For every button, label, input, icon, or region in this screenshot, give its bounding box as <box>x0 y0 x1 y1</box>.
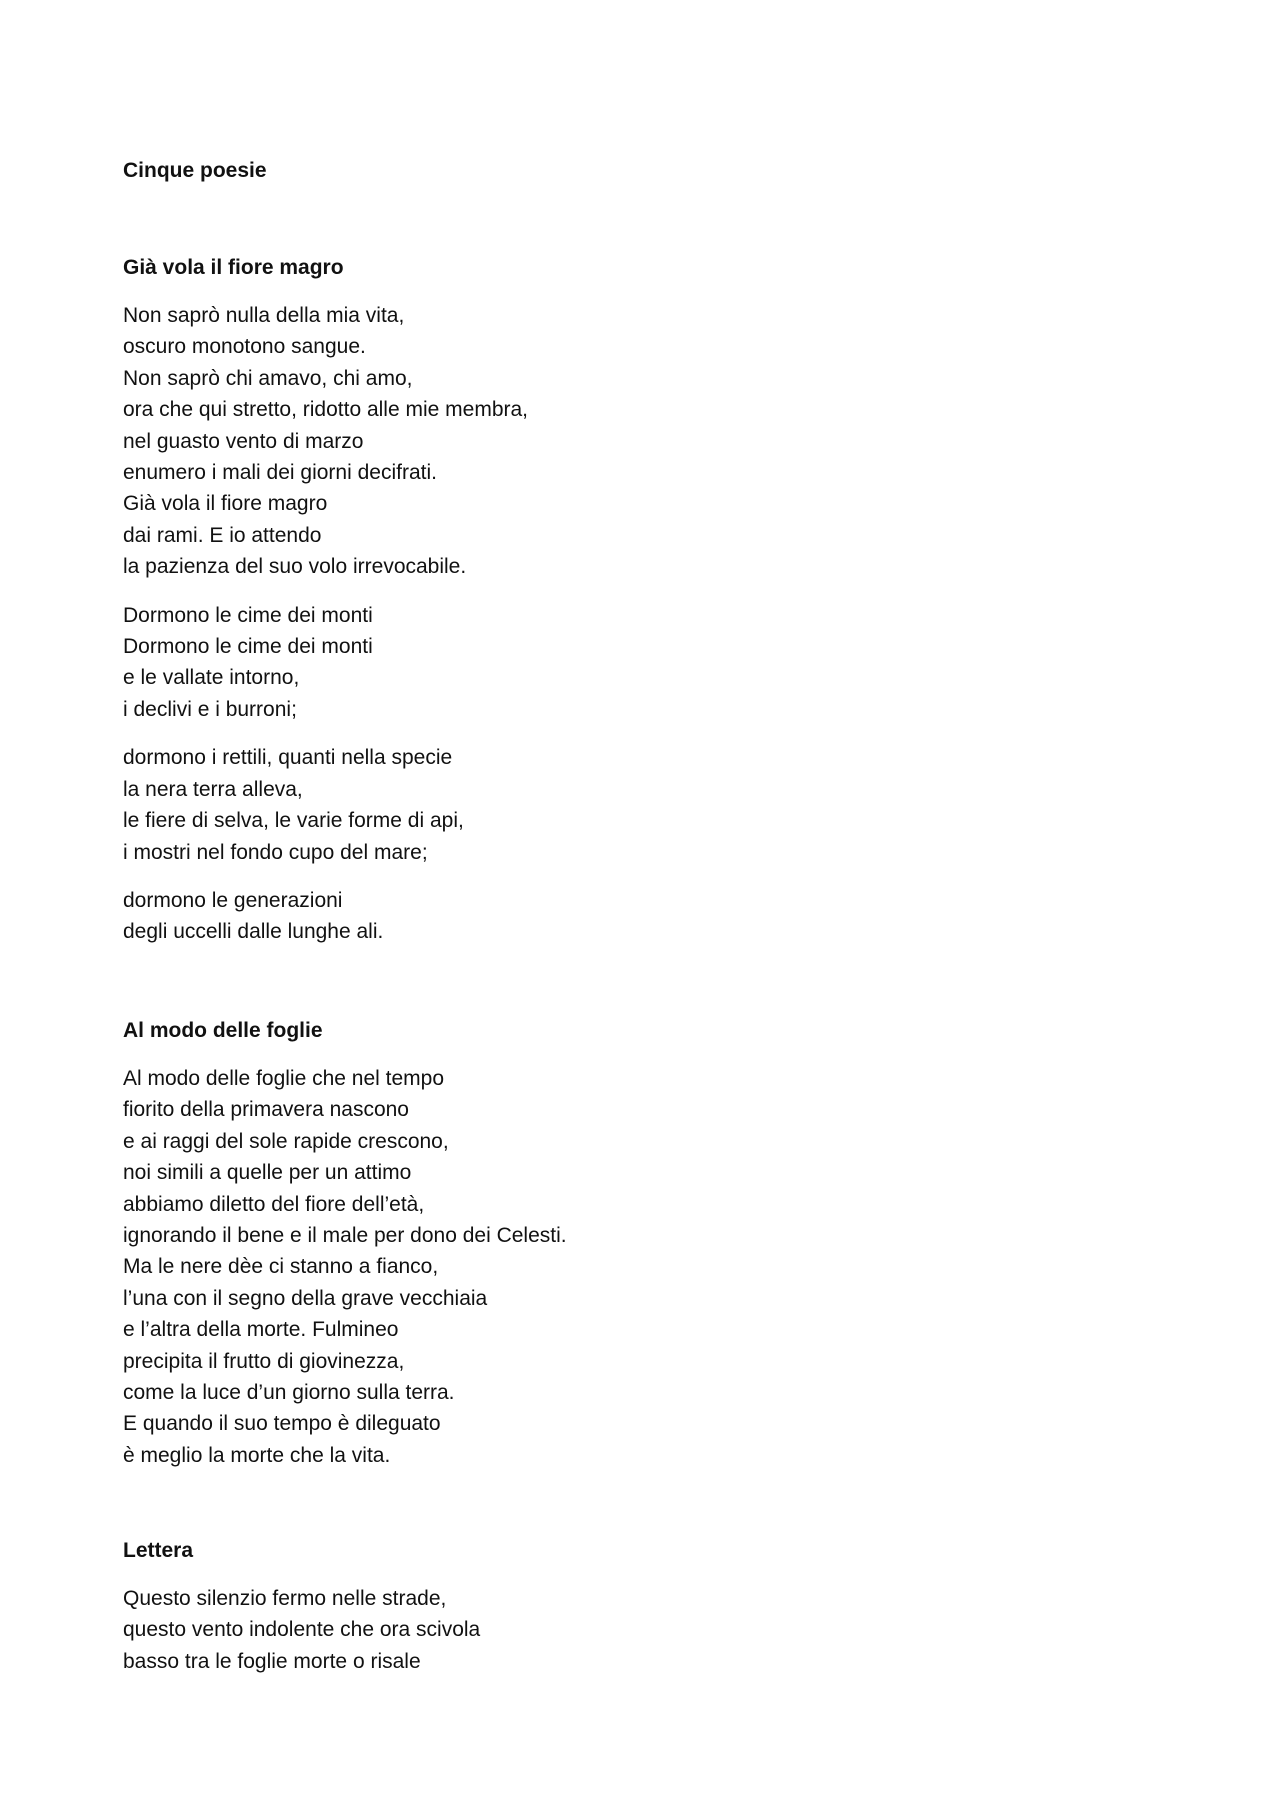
poem-line: Dormono le cime dei monti <box>123 603 373 627</box>
poem-line: Non saprò nulla della mia vita, <box>123 304 405 327</box>
poem-line: basso tra le foglie morte o risale <box>123 1649 421 1673</box>
poem-line: Non saprò chi amavo, chi amo, <box>123 366 413 390</box>
poem-line: l’una con il segno della grave vecchiaia <box>123 1286 488 1310</box>
poem-line: dormono le generazioni <box>123 888 343 912</box>
document-title: Cinque poesie <box>123 159 267 182</box>
poem-line: ignorando il bene e il male per dono dei Celesti. <box>123 1224 567 1248</box>
poem-line: i declivi e i burroni; <box>123 697 297 721</box>
poem-line: Questo silenzio fermo nelle strade, <box>123 1587 447 1610</box>
poem-line: Già vola il fiore magro <box>123 492 328 516</box>
poem-line: nel guasto vento di marzo <box>123 429 364 453</box>
poem-line: Ma le nere dèe ci stanno a fianco, <box>123 1255 439 1279</box>
poem-line: Al modo delle foglie che nel tempo <box>123 1067 445 1090</box>
poem-line: dai rami. E io attendo <box>123 523 322 547</box>
poem-line: fiorito della primavera nascono <box>123 1098 409 1122</box>
poem-title: Al modo delle foglie <box>123 1019 323 1042</box>
poem-line: Dormono le cime dei monti <box>123 635 373 659</box>
stanza <box>123 1063 567 1471</box>
stanza <box>123 600 528 726</box>
poem-line: le fiere di selva, le varie forme di api, <box>123 809 464 833</box>
poem-line: è meglio la morte che la vita. <box>123 1443 391 1467</box>
poem-line: enumero i mali dei giorni decifrati. <box>123 461 437 485</box>
stanza <box>123 1583 480 1677</box>
poem-title: Già vola il fiore magro <box>123 256 344 279</box>
poem-line: come la luce d’un giorno sulla terra. <box>123 1381 455 1405</box>
poem-line: abbiamo diletto del fiore dell’età, <box>123 1192 425 1216</box>
poem-line: la pazienza del suo volo irrevocabile. <box>123 555 467 579</box>
poem-line: oscuro monotono sangue. <box>123 335 366 359</box>
document-page <box>123 0 1173 1811</box>
poem <box>123 1015 567 1488</box>
poem-line: e l’altra della morte. Fulmineo <box>123 1318 399 1342</box>
poem-line: ora che qui stretto, ridotto alle mie membra, <box>123 398 529 422</box>
poem <box>123 252 528 965</box>
poem-title: Lettera <box>123 1539 194 1562</box>
poem-line: degli uccelli dalle lunghe ali. <box>123 920 384 944</box>
poem-line: i mostri nel fondo cupo del mare; <box>123 840 428 864</box>
poem-line: e ai raggi del sole rapide crescono, <box>123 1129 449 1153</box>
poem-line: dormono i rettili, quanti nella specie <box>123 746 453 770</box>
stanza <box>123 300 528 583</box>
poem-line: la nera terra alleva, <box>123 777 303 801</box>
poem-line: e le vallate intorno, <box>123 666 300 690</box>
poem-line: noi simili a quelle per un attimo <box>123 1161 412 1185</box>
poem-line: precipita il frutto di giovinezza, <box>123 1349 405 1373</box>
stanza <box>123 742 528 868</box>
stanza <box>123 885 528 948</box>
poem-line: E quando il suo tempo è dileguato <box>123 1412 441 1436</box>
poem-line: questo vento indolente che ora scivola <box>123 1618 481 1642</box>
poem <box>123 1535 480 1694</box>
